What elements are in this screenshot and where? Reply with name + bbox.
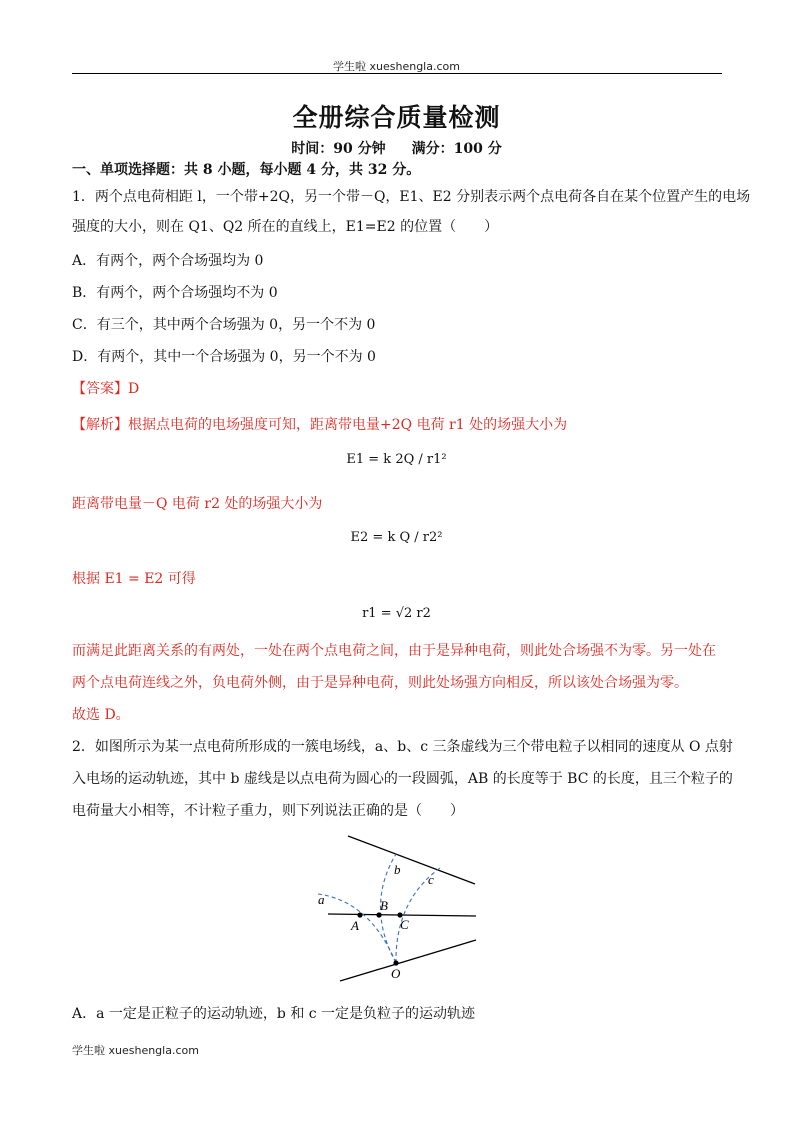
field-line-bottom [340, 940, 476, 981]
label-A: A [351, 918, 359, 933]
point-b-dot [376, 912, 381, 917]
q1-analysis-5: 两个点电荷连线之外，负电荷外侧，由于是异种电荷，则此处场强方向相反，所以该处合场强为零。 [72, 675, 688, 691]
point-o-dot [393, 960, 398, 965]
label-a: a [318, 892, 325, 907]
exam-score: 满分：100 分 [411, 141, 502, 157]
q1-analysis-4: 而满足此距离关系的有两处，一处在两个点电荷之间，由于是异种电荷，则此处合场强不为零。另一处在 [72, 643, 716, 659]
q1-analysis-2: 距离带电量－Q 电荷 r2 处的场强大小为 [72, 496, 323, 512]
formula-3: r1 = √2 r2 [362, 606, 431, 621]
formula-1: E1 = k 2Q / r1² [346, 452, 447, 467]
q2-stem-line2: 入电场的运动轨迹，其中 b 虚线是以点电荷为圆心的一段圆弧，AB 的长度等于 BC 的长度，且三个粒子的 [72, 771, 733, 787]
exam-time: 时间：90 分钟 [291, 141, 386, 157]
q1-stem-line1: 1．两个点电荷相距 l，一个带+2Q，另一个带－Q，E1、E2 分别表示两个点电荷各自在某个位置产生的电场 [72, 189, 751, 205]
q1-option-b: B．有两个，两个合场强均不为 0 [72, 285, 278, 301]
label-O: O [391, 966, 401, 981]
field-line-top [348, 836, 475, 884]
q1-stem-line2: 强度的大小，则在 Q1、Q2 所在的直线上，E1=E2 的位置（ ） [72, 219, 499, 235]
q1-option-c: C．有三个，其中两个合场强为 0，另一个不为 0 [72, 317, 376, 333]
q1-conclusion: 故选 D。 [72, 707, 130, 723]
q1-answer: 【答案】D [72, 381, 140, 397]
section-heading: 一、单项选择题：共 8 小题，每小题 4 分，共 32 分。 [72, 162, 421, 178]
field-line-figure [300, 826, 490, 986]
q1-analysis-1: 【解析】根据点电荷的电场强度可知，距离带电量+2Q 电荷 r1 处的场强大小为 [72, 417, 568, 433]
page-title: 全册综合质量检测 [292, 103, 501, 132]
q1-option-d: D．有两个，其中一个合场强为 0，另一个不为 0 [72, 349, 376, 365]
point-a-dot [357, 912, 362, 917]
formula-2: E2 = k Q / r2² [350, 530, 443, 545]
q2-stem-line1: 2．如图所示为某一点电荷所形成的一簇电场线，a、b、c 三条虚线为三个带电粒子以相同的速度从 O 点射 [72, 739, 733, 755]
q2-option-a: A．a 一定是正粒子的运动轨迹，b 和 c 一定是负粒子的运动轨迹 [72, 1006, 476, 1022]
q2-stem-line3: 电荷量大小相等，不计粒子重力，则下列说法正确的是（ ） [72, 803, 464, 819]
label-B: B [380, 898, 388, 913]
label-C: C [400, 917, 409, 932]
q1-analysis-3: 根据 E1 = E2 可得 [72, 571, 196, 587]
page-footer: 学生啦 xueshengla.com [72, 1044, 199, 1057]
label-c: c [428, 872, 434, 887]
label-b: b [394, 862, 401, 877]
page-header: 学生啦 xueshengla.com [333, 60, 460, 73]
header-rule [72, 73, 722, 74]
q1-option-a: A．有两个，两个合场强均为 0 [72, 253, 264, 269]
exam-info [0, 138, 793, 158]
